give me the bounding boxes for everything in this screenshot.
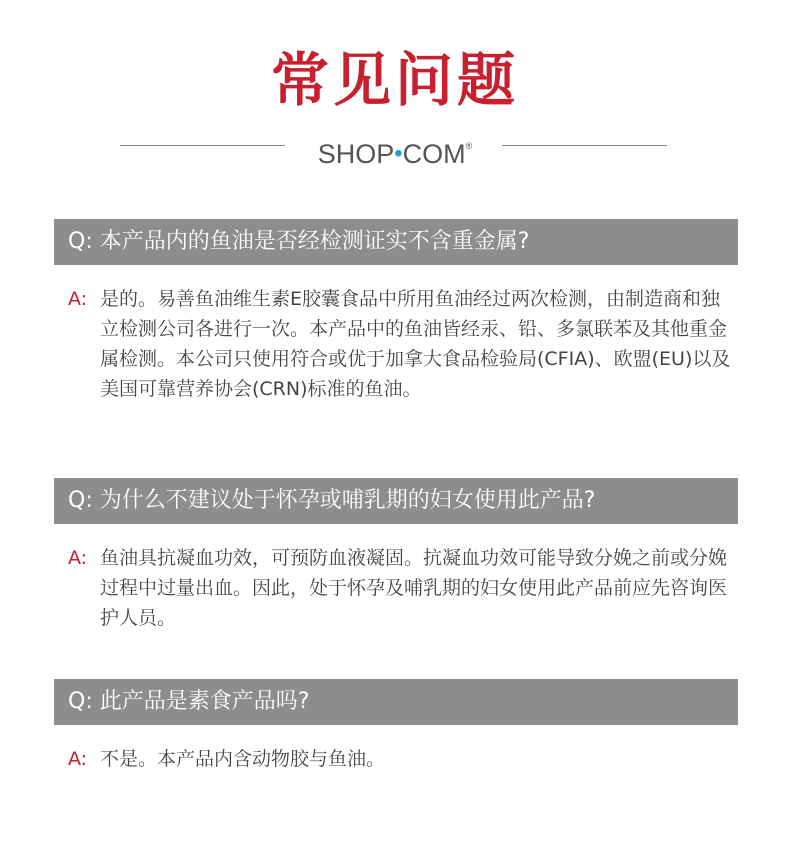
brand-row <box>0 130 790 169</box>
answer-label: A: <box>68 748 88 770</box>
answer-label: A: <box>68 547 88 569</box>
faq-answer-1 <box>68 284 733 404</box>
faq-answer-3 <box>68 744 733 774</box>
registered-mark: ® <box>465 141 473 151</box>
divider-left <box>120 145 285 146</box>
answer-text: 不是。本产品内含动物胶与鱼油。 <box>100 748 386 770</box>
brand-dot: • <box>394 140 403 167</box>
faq-question-3: Q: 此产品是素食产品吗? <box>54 679 738 725</box>
faq-question-1: Q: 本产品内的鱼油是否经检测证实不含重金属? <box>54 219 738 265</box>
faq-question-2: Q: 为什么不建议处于怀孕或哺乳期的妇女使用此产品? <box>54 478 738 524</box>
answer-label: A: <box>68 288 88 310</box>
brand-logo <box>300 130 490 169</box>
brand-left-text: SHOP <box>317 139 395 169</box>
answer-text: 鱼油具抗凝血功效，可预防血液凝固。抗凝血功效可能导致分娩之前或分娩过程中过量出血。因此，处于怀孕及哺乳期的妇女使用此产品前应先咨询医护人员。 <box>100 547 728 629</box>
divider-right <box>502 145 667 146</box>
brand-right-text: COM <box>402 139 466 169</box>
answer-text: 是的。易善鱼油维生素E胶囊食品中所用鱼油经过两次检测，由制造商和独立检测公司各进行一次。本产品中的鱼油皆经汞、铅、多氯联苯及其他重金属检测。本公司只使用符合或优于加拿大食品检验局(CFIA)、欧盟(EU)以及美国可靠营养协会(CRN)标准的鱼油。 <box>100 288 731 400</box>
faq-answer-2 <box>68 543 733 633</box>
page-title: 常见问题 <box>270 46 519 114</box>
